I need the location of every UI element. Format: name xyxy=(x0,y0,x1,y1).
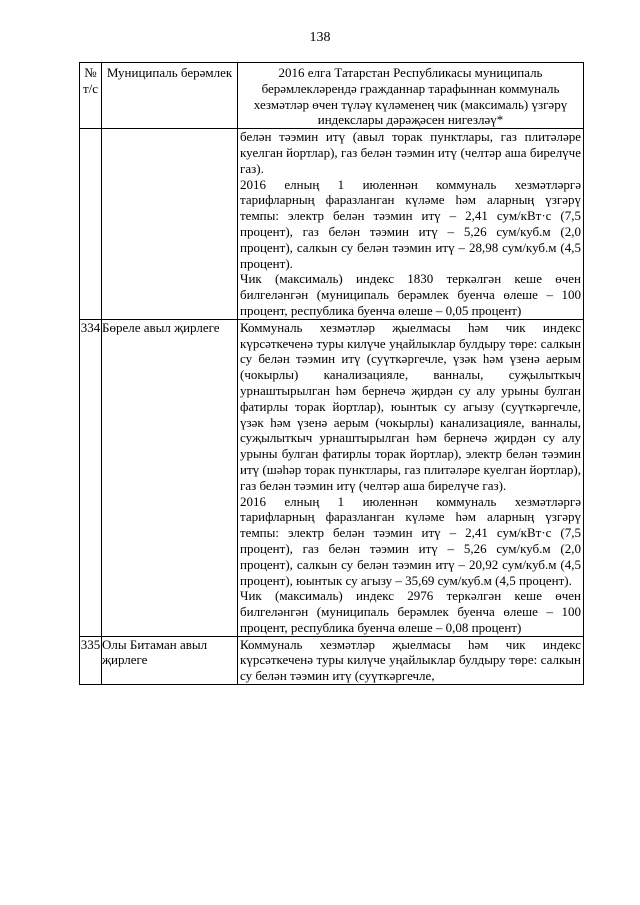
table-row xyxy=(80,636,584,684)
indices-table xyxy=(79,62,584,685)
page-number: 138 xyxy=(309,30,331,45)
description-paragraph: Чик (максималь) индекс 2976 теркәлгән кеше өчен билгеләнгән (муниципаль берәмлек буенча өлеше – 100 процент, республика буенча өлеше – 0,08 процент) xyxy=(240,588,581,635)
row-description xyxy=(238,129,584,320)
row-number xyxy=(80,129,102,320)
header-number-cell: № т/с xyxy=(80,63,102,129)
description-paragraph: белән тәэмин итү (авыл торак пунктлары, газ плитәләре куелган йортлар), газ белән тәэмин итү (челтәр аша бирелүче газ). xyxy=(240,129,581,176)
table-row xyxy=(80,319,584,636)
row-number: 335 xyxy=(80,636,102,684)
row-number: 334 xyxy=(80,319,102,636)
row-municipality: Бөреле авыл җирлеге xyxy=(102,319,238,636)
header-municipality-cell: Муниципаль берәмлек xyxy=(102,63,238,129)
row-municipality: Олы Битаман авыл җирлеге xyxy=(102,636,238,684)
header-title-cell: 2016 елга Татарстан Республикасы муниципаль берәмлекләрендә гражданнар тарафыннан коммуналь хезмәтләр өчен түләү күләменең чик (максималь) үзгәрү индекслары дәрәҗәсен нигезләү* xyxy=(238,63,584,129)
description-paragraph: 2016 елның 1 июленнән коммуналь хезмәтләргә тарифларның фаразланган күләме һәм аларның үзгәрү темпы: электр белән тәэмин итү – 2,41 сум/кВт·с (7,5 процент), газ белән тәэмин итү – 5,26 сум/куб.м (2,0 процент), салкын су белән тәэмин итү – 20,92 сум/куб.м (4,5 процент), юынтык су агызу – 35,69 сум/куб.м (4,5 процент). xyxy=(240,493,581,588)
table-row xyxy=(80,129,584,320)
row-description xyxy=(238,636,584,684)
description-paragraph: 2016 елның 1 июленнән коммуналь хезмәтләргә тарифларның фаразланган күләме һәм аларның үзгәрү темпы: электр белән тәэмин итү – 2,41 сум/кВт·с (7,5 процент), газ белән тәэмин итү – 5,26 сум/куб.м (2,0 процент), салкын су белән тәэмин итү – 28,98 сум/куб.м (4,5 процент). xyxy=(240,176,581,271)
row-description xyxy=(238,319,584,636)
table-header-row xyxy=(80,63,584,129)
description-paragraph: Коммуналь хезмәтләр җыелмасы һәм чик индекс күрсәткеченә туры килүче уңайлыклар булдыру төре: салкын су белән тәэмин итү (суүткәргечле, xyxy=(240,636,581,684)
description-paragraph: Чик (максималь) индекс 1830 теркәлгән кеше өчен билгеләнгән (муниципаль берәмлек буенча өлеше – 100 процент, республика буенча өлеше – 0,05 процент) xyxy=(240,271,581,318)
description-paragraph: Коммуналь хезмәтләр җыелмасы һәм чик индекс күрсәткеченә туры килүче уңайлыклар булдыру төре: салкын су белән тәэмин итү (суүткәргечле, үзәк һәм үзенә аерым (чокырлы) канализацияле, ванналы, суҗылыткыч урнаштырылган һәм бернечә җирдән су алу урыны булган фатирлы торак йортлар), юынтык су агызу (суүткәргечле, үзәк һәм үзенә аерым (чокырлы) канализацияле, ванналы, суҗылыткыч урнаштырылган һәм бернечә җирдән су алу урыны булган фатирлы торак йортлар), электр белән тәэмин итү (шәһәр торак пунктлары, газ плитәләре куелган йортлар), газ белән тәэмин итү (челтәр аша бирелүче газ). xyxy=(240,319,581,493)
row-municipality xyxy=(102,129,238,320)
